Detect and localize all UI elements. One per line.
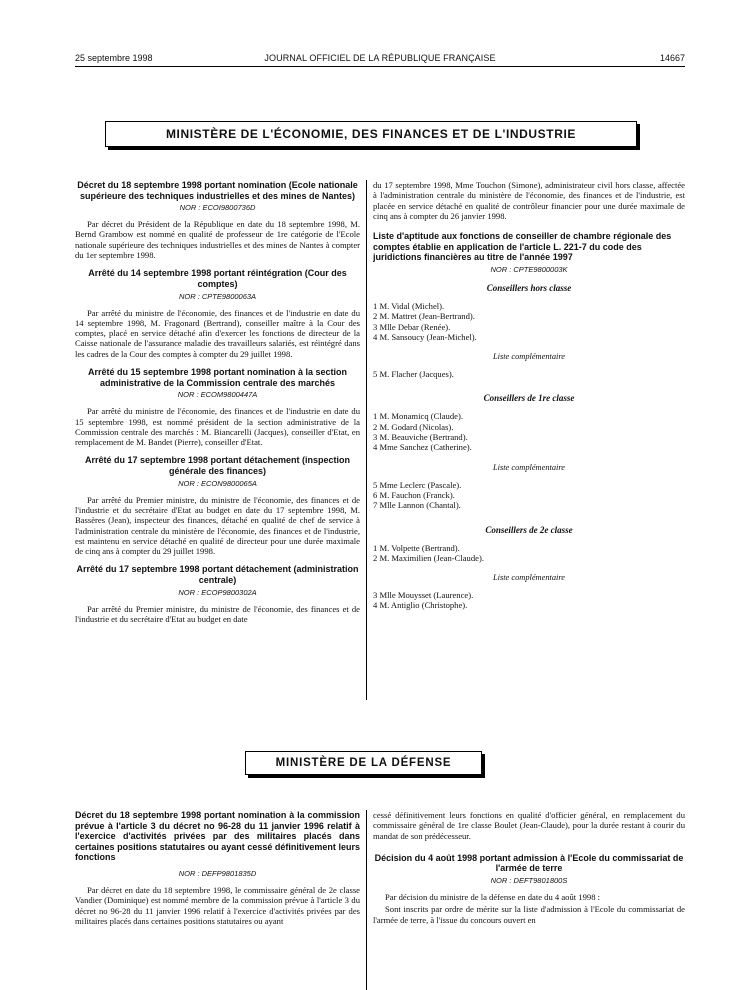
list-item: 2 M. Mattret (Jean-Bertrand). <box>373 311 475 322</box>
article-arrete-administration-centrale <box>75 564 360 624</box>
list-deuxieme-classe <box>373 543 685 564</box>
list-item: 7 Mlle Lannon (Chantal). <box>373 500 461 511</box>
nor-reference: NOR : CPTE9800003K <box>490 264 568 274</box>
list-item: 4 M. Antiglio (Christophe). <box>373 600 468 611</box>
article-arrete-inspection-finances <box>75 455 360 556</box>
article-title: Arrêté du 14 septembre 1998 portant réintégration (Cour des comptes) <box>88 268 347 289</box>
list-item: 1 M. Volpette (Bertrand). <box>373 542 460 553</box>
list-item: 1 M. Vidal (Michel). <box>373 300 445 311</box>
article-title: Arrêté du 17 septembre 1998 portant détachement (inspection générale des finances) <box>84 455 351 477</box>
list-item: 2 M. Maximilien (Jean-Claude). <box>373 552 484 563</box>
nor-reference: NOR : ECON9800065A <box>178 478 257 488</box>
subheading-premiere-classe: Conseillers de 1re classe <box>483 393 575 404</box>
nor-reference: NOR : ECOM9800447A <box>177 390 258 400</box>
article-continuation: cessé définitivement leurs fonctions en qualité d'officier général, en remplacement du commissaire général de 1re classe Boulet (Jean-Claude), pour la durée restant à courir du mandat de son prédécesseur. <box>373 810 685 841</box>
list-item: 4 M. Sansoucy (Jean-Michel). <box>373 331 477 342</box>
article-arrete-commission-marches <box>75 367 360 447</box>
subheading-complementaire: Liste complémentaire <box>492 352 566 362</box>
list-hors-classe <box>373 301 685 342</box>
journal-title: JOURNAL OFFICIEL DE LA RÉPUBLIQUE FRANÇAISE <box>264 53 496 63</box>
list-complementaire <box>373 369 685 379</box>
left-column-economie <box>75 180 360 632</box>
ministry-heading-economie: MINISTÈRE DE L'ÉCONOMIE, DES FINANCES ET DE L'INDUSTRIE <box>105 121 637 147</box>
liste-aptitude-title: Liste d'aptitude aux fonctions de conseiller de chambre régionale des comptes établie en application de l'article L. 221-7 du code des juridictions financières au titre de l'année 1997 <box>373 231 672 263</box>
list-premiere-classe <box>373 411 685 452</box>
subheading-deuxieme-classe: Conseillers de 2e classe <box>485 524 573 535</box>
list-item: 3 M. Beauviche (Bertrand). <box>373 432 468 443</box>
nor-reference: NOR : DEFP9801835D <box>178 868 257 878</box>
left-column-defense <box>75 810 360 934</box>
list-item: 2 M. Godard (Nicolas). <box>373 421 454 432</box>
nor-reference: NOR : ECOI9800736D <box>179 203 256 213</box>
list-item: 3 Mlle Debar (Renée). <box>373 321 451 332</box>
subheading-complementaire: Liste complémentaire <box>492 573 566 583</box>
list-item: 5 M. Flacher (Jacques). <box>373 369 454 380</box>
subheading-complementaire: Liste complémentaire <box>492 462 566 472</box>
right-column-defense <box>373 810 685 933</box>
subheading-hors-classe: Conseillers hors classe <box>486 282 572 293</box>
article-body: Par arrêté du Premier ministre, du ministre de l'économie, des finances et de l'industrie et du secrétaire d'Etat au budget en date du 17 septembre 1998, M. Bassères (Jean), inspecteur des finances, détaché en qualité de chef de service à l'administration centrale du ministère de l'économie, des finances et de l'industrie, est maintenu en service détaché en qualité de directeur pour une durée maximale de cinq ans à compter du 29 juillet 1998. <box>75 494 360 557</box>
article-body: Par décision du ministre de la défense en date du 4 août 1998 : <box>385 892 601 903</box>
article-body: Par décret en date du 18 septembre 1998, le commissaire général de 2e classe Vandier (Dominique) est nommé membre de la commission prévue à l'article 3 du décret no 96-28 du 11 janvier 1996 relatif à l'exercice d'activités privées par des militaires placés dans certaines positions statutaires ou ayant <box>75 884 360 926</box>
article-body: Sont inscrits par ordre de mérite sur la liste d'admission à l'Ecole du commissariat de l'armée de terre, à l'issue du concours ouvert en <box>373 904 685 925</box>
column-divider <box>366 180 367 700</box>
article-continuation: du 17 septembre 1998, Mme Touchon (Simone), administrateur civil hors classe, affectée à l'administration centrale du ministère de l'économie, des finances et de l'industrie, est placée en service détaché en qualité de contrôleur financier pour une durée maximale de cinq ans à compter du 26 janvier 1998. <box>373 180 685 221</box>
header-date: 25 septembre 1998 <box>75 53 153 63</box>
list-item: 5 Mme Leclerc (Pascale). <box>373 479 462 490</box>
nor-reference: NOR : CPTE9800063A <box>178 291 257 301</box>
nor-reference: NOR : DEFT9801800S <box>490 876 568 886</box>
article-body: Par arrêté du ministre de l'économie, des finances et de l'industrie en date du 15 septembre 1998, est nommé président de la section administrative de la Commission centrale des marchés : M. Biancarelli (Jacques), conseiller d'Etat, en remplacement de M. Bandet (Pierre), conseiller d'Etat. <box>75 406 360 448</box>
page-number: 14667 <box>659 53 685 63</box>
list-item: 4 Mme Sanchez (Catherine). <box>373 442 472 453</box>
list-item: 1 M. Monamicq (Claude). <box>373 411 463 422</box>
page-header <box>75 53 685 67</box>
list-item: 6 M. Fauchon (Franck). <box>373 489 455 500</box>
article-body: Par arrêté du ministre de l'économie, des finances et de l'industrie en date du 14 septembre 1998, M. Fragonard (Bertrand), conseiller maître à la Cour des comptes, placé en service détaché afin d'exercer les fonctions de directeur de la Caisse nationale de l'assurance maladie des travailleurs salariés, est réintégré dans les cadres de la Cour des comptes à compter du 29 juillet 1998. <box>75 307 360 359</box>
article-title: Décret du 18 septembre 1998 portant nomination (Ecole nationale supérieure des techniques industrielles et des mines de Nantes) <box>77 180 358 201</box>
article-title: Décision du 4 août 1998 portant admission à l'Ecole du commissariat de l'armée de terre <box>374 852 684 874</box>
list-complementaire <box>373 480 685 511</box>
article-decret-nantes <box>75 180 360 260</box>
nor-reference: NOR : ECOP9800302A <box>178 587 257 597</box>
right-column-economie <box>373 180 685 617</box>
article-body: Par arrêté du Premier ministre, du ministre de l'économie, des finances et de l'industrie et du secrétaire d'Etat au budget en date <box>75 603 360 624</box>
header-rule <box>75 66 685 67</box>
article-title: Arrêté du 15 septembre 1998 portant nomination à la section administrative de la Commission centrale des marchés <box>87 367 348 388</box>
list-item: 3 Mlle Mouysset (Laurence). <box>373 590 474 601</box>
ministry-heading-defense: MINISTÈRE DE LA DÉFENSE <box>245 751 482 775</box>
list-complementaire <box>373 590 685 611</box>
article-title: Arrêté du 17 septembre 1998 portant détachement (administration centrale) <box>76 564 359 585</box>
article-title: Décret du 18 septembre 1998 portant nomination à la commission prévue à l'article 3 du décret no 96-28 du 11 janvier 1996 relatif à l'exercice d'activités privées par des militaires placés dans certaines positions statutaires ou ayant cessé définitivement leurs fonctions <box>75 810 360 863</box>
column-divider <box>366 810 367 990</box>
article-arrete-cour-comptes <box>75 268 360 359</box>
article-body: Par décret du Président de la République en date du 18 septembre 1998, M. Bernd Grambow est nommé en qualité de professeur de 1re catégorie de l'Ecole nationale supérieure des techniques industrielles et des mines de Nantes à compter du 1er septembre 1998. <box>75 219 360 261</box>
